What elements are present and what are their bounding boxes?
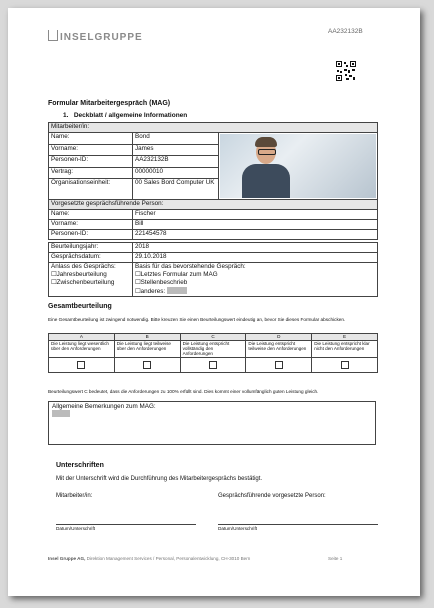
employee-org-label: Organisationseinheit: <box>49 179 133 200</box>
footer-text: Direktion Management Services / Personal, Personalentwicklung, CH-3010 Bern <box>85 556 251 561</box>
document-id: AA232132B <box>328 28 363 35</box>
employee-table <box>48 122 378 240</box>
rating-cell-c <box>180 358 246 373</box>
logo-mark-icon <box>48 30 58 41</box>
qr-code-icon <box>335 60 357 82</box>
meeting-table <box>48 242 378 297</box>
supervisor-id-label: Personen-ID: <box>49 230 133 240</box>
rating-letter-c: C <box>180 334 246 341</box>
rating-letter-b: B <box>114 334 180 341</box>
page-footer <box>48 556 250 561</box>
section-1-heading: 1. Deckblatt / allgemeine Informationen <box>63 112 188 119</box>
employee-name-label: Name: <box>49 133 133 145</box>
supervisor-date-signature-caption: Datum/Unterschrift <box>218 526 258 531</box>
section-3-heading: Unterschriften <box>56 462 104 469</box>
rating-desc-e: Die Leistung entspricht klar nicht den Anforderungen <box>312 341 378 358</box>
rating-cell-d <box>246 358 312 373</box>
basis-option-job-description[interactable]: ☐Stellenbeschrieb <box>135 279 188 286</box>
rating-cell-b <box>114 358 180 373</box>
rating-checkbox-a[interactable] <box>77 361 85 369</box>
rating-checkbox-b[interactable] <box>143 361 151 369</box>
logo-text: INSELGRUPPE <box>60 32 143 43</box>
supervisor-signature-label: Gesprächsführende vorgesetzte Person: <box>218 493 326 499</box>
rating-desc-b: Die Leistung liegt teilweise über den Anforderungen <box>114 341 180 358</box>
remarks-label: Allgemeine Bemerkungen zum MAG: <box>52 403 156 410</box>
rating-desc-d: Die Leistung entspricht teilweise den Anforderungen <box>246 341 312 358</box>
supervisor-name-label: Name: <box>49 210 133 220</box>
rating-checkbox-d[interactable] <box>275 361 283 369</box>
remarks-box[interactable] <box>48 401 376 445</box>
employee-signature-line[interactable] <box>56 524 196 525</box>
employee-contract-label: Vertrag: <box>49 167 133 179</box>
employee-name-value: Bond <box>133 133 219 145</box>
document-page <box>8 8 420 596</box>
date-value: 29.10.2018 <box>133 253 378 263</box>
year-value: 2018 <box>133 243 378 253</box>
basis-option-last-form[interactable]: ☐Letztes Formular zum MAG <box>135 271 218 278</box>
basis-label: Basis für das bevorstehende Gespräch: <box>135 263 246 270</box>
employee-id-label: Personen-ID: <box>49 156 133 168</box>
rating-letter-e: E <box>312 334 378 341</box>
inselgruppe-logo <box>48 30 143 43</box>
form-title: Formular Mitarbeitergespräch (MAG) <box>48 100 171 107</box>
employee-firstname-value: James <box>133 144 219 156</box>
page-number: Seite 1 <box>328 556 343 561</box>
reason-cell <box>49 263 133 297</box>
rating-instruction: Eine Gesamtbeurteilung ist zwingend notwendig. Bitte kreuzen Sie einen Beurteilungswert eindeutig an, bevor Sie dieses Formular abschicken. <box>48 317 346 322</box>
rating-checkbox-c[interactable] <box>209 361 217 369</box>
reason-label: Anlass des Gesprächs: <box>51 263 116 270</box>
employee-signature-label: Mitarbeiter/in: <box>56 493 93 499</box>
rating-cell-e <box>312 358 378 373</box>
rating-letter-a: A <box>49 334 115 341</box>
supervisor-name-value: Fischer <box>133 210 378 220</box>
employee-photo <box>220 134 376 198</box>
employee-heading: Mitarbeiter/in: <box>49 123 378 133</box>
employee-org-value: 00 Sales Bord Computer UK <box>133 179 219 200</box>
rating-desc-c: Die Leistung entspricht vollständig den Anforderungen <box>180 341 246 358</box>
rating-cell-a <box>49 358 115 373</box>
employee-contract-value: 00000010 <box>133 167 219 179</box>
reason-option-interim[interactable]: ☐Zwischenbeurteilung <box>51 279 115 286</box>
employee-firstname-label: Vorname: <box>49 144 133 156</box>
remarks-input-field[interactable] <box>52 410 70 417</box>
employee-id-value: AA232132B <box>133 156 219 168</box>
rating-basis-note: Beurteilungswert C bedeutet, dass die Anforderungen zu 100% erfüllt sind. Dies kommt einer vollumfänglich guten Leistung gleich. <box>48 389 319 394</box>
section-2-heading: Gesamtbeurteilung <box>48 303 112 310</box>
supervisor-id-value: 221454578 <box>133 230 378 240</box>
rating-table <box>48 333 378 373</box>
footer-org: Insel Gruppe AG, <box>48 556 86 561</box>
supervisor-signature-line[interactable] <box>218 524 378 525</box>
rating-checkbox-e[interactable] <box>341 361 349 369</box>
signature-confirmation: Mit der Unterschrift wird die Durchführung des Mitarbeitergesprächs bestätigt. <box>56 476 263 482</box>
rating-desc-a: Die Leistung liegt wesentlich über den Anforderungen <box>49 341 115 358</box>
supervisor-firstname-label: Vorname: <box>49 220 133 230</box>
supervisor-firstname-value: Bill <box>133 220 378 230</box>
date-label: Gesprächsdatum: <box>49 253 133 263</box>
photo-cell <box>219 133 378 200</box>
other-input-field[interactable] <box>167 287 187 294</box>
rating-letter-d: D <box>246 334 312 341</box>
employee-date-signature-caption: Datum/Unterschrift <box>56 526 96 531</box>
basis-option-other[interactable]: ☐anderes: <box>135 288 166 295</box>
supervisor-heading: Vorgesetzte gesprächsführende Person: <box>49 200 378 210</box>
reason-option-annual[interactable]: ☐Jahresbeurteilung <box>51 271 107 278</box>
basis-cell <box>133 263 378 297</box>
year-label: Beurteilungsjahr: <box>49 243 133 253</box>
basis-option-other-row <box>135 287 375 296</box>
